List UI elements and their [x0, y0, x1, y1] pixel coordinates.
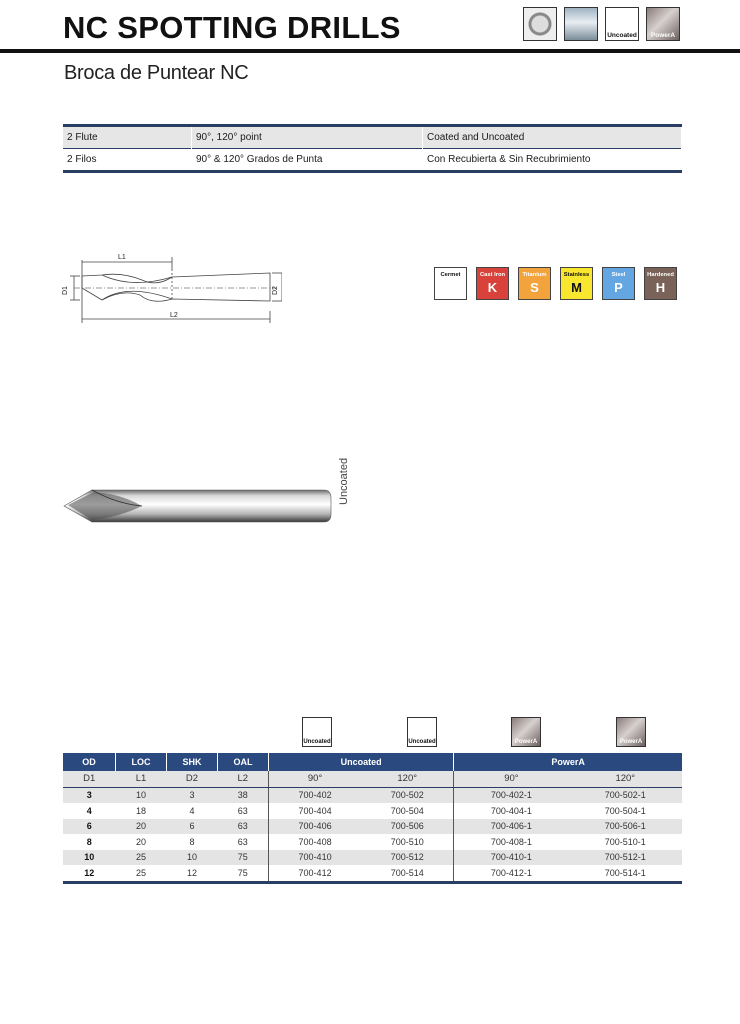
- table-header-row: [63, 753, 682, 771]
- cell-uncoated-90: 700-412: [269, 865, 362, 882]
- cell-uncoated-120: 700-506: [361, 819, 454, 835]
- cell-shk: 8: [167, 834, 218, 850]
- cell-powera-90: 700-412-1: [454, 865, 569, 882]
- powera-icon-label: PowerA: [650, 32, 676, 39]
- cell-shk: 3: [167, 787, 218, 803]
- material-hardened-icon: [644, 267, 677, 300]
- sub-l1: L1: [116, 771, 167, 787]
- product-rows: [63, 787, 682, 882]
- cell-powera-90: 700-402-1: [454, 787, 569, 803]
- material-letter: K: [487, 280, 498, 295]
- cell-oal: 75: [218, 850, 269, 866]
- material-name: Cermet: [440, 272, 461, 278]
- cell-od: 12: [63, 865, 116, 882]
- material-letter: S: [530, 280, 539, 295]
- cell-powera-120: 700-506-1: [569, 819, 682, 835]
- cell-shk: 12: [167, 865, 218, 882]
- material-name: Hardened: [647, 272, 674, 278]
- material-stainless-icon: [560, 267, 593, 300]
- uncoated-icon: [302, 717, 332, 747]
- drill-photo: [62, 484, 334, 530]
- drill-dimension-diagram: [62, 245, 282, 330]
- spec-row: [63, 149, 682, 172]
- cell-powera-90: 700-410-1: [454, 850, 569, 866]
- col-powera: PowerA: [454, 753, 682, 771]
- material-name: Stainless: [563, 272, 590, 278]
- cell-uncoated-120: 700-504: [361, 803, 454, 819]
- coating-icon-label: PowerA: [619, 739, 643, 745]
- cell-powera-90: 700-408-1: [454, 834, 569, 850]
- powera-icon: [511, 717, 541, 747]
- cell-loc: 20: [116, 819, 167, 835]
- powera-icon: [616, 717, 646, 747]
- uncoated-icon: [605, 7, 639, 41]
- cell-powera-120: 700-514-1: [569, 865, 682, 882]
- cell-powera-120: 700-502-1: [569, 787, 682, 803]
- header-icons: [523, 7, 680, 41]
- cell-uncoated-120: 700-510: [361, 834, 454, 850]
- col-uncoated: Uncoated: [269, 753, 454, 771]
- cell-uncoated-120: 700-514: [361, 865, 454, 882]
- table-subheader-row: [63, 771, 682, 787]
- spec-cell: Con Recubierta & Sin Recubrimiento: [423, 149, 682, 172]
- cell-powera-90: 700-406-1: [454, 819, 569, 835]
- table-row: [63, 865, 682, 882]
- cell-od: 3: [63, 787, 116, 803]
- title-rule: [0, 49, 740, 53]
- d1-label: D1: [62, 286, 69, 295]
- cell-uncoated-90: 700-404: [269, 803, 362, 819]
- l2-label: L2: [170, 312, 178, 319]
- photo-coating-label: Uncoated: [338, 457, 350, 505]
- sub-120: 120°: [569, 771, 682, 787]
- table-row: [63, 803, 682, 819]
- coating-icon-powera-90: [511, 717, 541, 747]
- spec-cell: 90° & 120° Grados de Punta: [192, 149, 423, 172]
- material-name: Titanium: [522, 272, 547, 278]
- cell-uncoated-90: 700-406: [269, 819, 362, 835]
- coating-icon-uncoated-120: [407, 717, 437, 747]
- material-letter: M: [571, 280, 582, 295]
- material-letter: P: [614, 280, 623, 295]
- cell-uncoated-90: 700-402: [269, 787, 362, 803]
- cell-loc: 10: [116, 787, 167, 803]
- table-row: [63, 850, 682, 866]
- col-oal: OAL: [218, 753, 269, 771]
- material-name: Cast Iron: [479, 272, 506, 278]
- col-shk: SHK: [167, 753, 218, 771]
- sub-d1: D1: [63, 771, 116, 787]
- cell-shk: 6: [167, 819, 218, 835]
- table-row: [63, 787, 682, 803]
- cell-loc: 25: [116, 865, 167, 882]
- spec-cell: 90°, 120° point: [192, 126, 423, 149]
- coating-icon-label: Uncoated: [408, 739, 436, 745]
- table-row: [63, 834, 682, 850]
- sub-90: 90°: [269, 771, 362, 787]
- spec-cell: 2 Flute: [63, 126, 192, 149]
- powera-icon: [646, 7, 680, 41]
- cell-powera-120: 700-510-1: [569, 834, 682, 850]
- spec-cell: Coated and Uncoated: [423, 126, 682, 149]
- material-cermet-icon: [434, 267, 467, 300]
- cell-uncoated-120: 700-502: [361, 787, 454, 803]
- cell-uncoated-90: 700-408: [269, 834, 362, 850]
- cell-oal: 75: [218, 865, 269, 882]
- page-title: NC SPOTTING DRILLS: [63, 10, 401, 45]
- spec-row: [63, 126, 682, 149]
- product-table: [63, 753, 682, 884]
- cell-shk: 4: [167, 803, 218, 819]
- coating-icon-powera-120: [616, 717, 646, 747]
- material-letter: H: [655, 280, 666, 295]
- material-titanium-icon: [518, 267, 551, 300]
- cell-od: 6: [63, 819, 116, 835]
- material-icons: [434, 267, 677, 300]
- cell-oal: 63: [218, 819, 269, 835]
- material-name: Steel: [611, 272, 626, 278]
- side-view-icon: [564, 7, 598, 41]
- cell-oal: 63: [218, 834, 269, 850]
- l1-label: L1: [118, 254, 126, 261]
- cell-powera-90: 700-404-1: [454, 803, 569, 819]
- d2-label: D2: [272, 286, 279, 295]
- sub-90: 90°: [454, 771, 569, 787]
- cell-od: 10: [63, 850, 116, 866]
- col-od: OD: [63, 753, 116, 771]
- cell-powera-120: 700-512-1: [569, 850, 682, 866]
- cell-od: 8: [63, 834, 116, 850]
- cell-loc: 25: [116, 850, 167, 866]
- uncoated-icon: [407, 717, 437, 747]
- coating-icon-label: PowerA: [514, 739, 538, 745]
- material-cast-iron-icon: [476, 267, 509, 300]
- cell-powera-120: 700-504-1: [569, 803, 682, 819]
- sub-d2: D2: [167, 771, 218, 787]
- cell-uncoated-120: 700-512: [361, 850, 454, 866]
- cell-oal: 38: [218, 787, 269, 803]
- end-view-icon: [523, 7, 557, 41]
- cell-od: 4: [63, 803, 116, 819]
- coating-icon-uncoated-90: [302, 717, 332, 747]
- uncoated-icon-label: Uncoated: [607, 32, 637, 39]
- cell-oal: 63: [218, 803, 269, 819]
- coating-icon-label: Uncoated: [303, 739, 331, 745]
- sub-l2: L2: [218, 771, 269, 787]
- cell-uncoated-90: 700-410: [269, 850, 362, 866]
- cell-shk: 10: [167, 850, 218, 866]
- material-steel-icon: [602, 267, 635, 300]
- spec-table: [63, 124, 682, 173]
- cell-loc: 18: [116, 803, 167, 819]
- sub-120: 120°: [361, 771, 454, 787]
- cell-loc: 20: [116, 834, 167, 850]
- table-row: [63, 819, 682, 835]
- col-loc: LOC: [116, 753, 167, 771]
- spec-cell: 2 Filos: [63, 149, 192, 172]
- page-subtitle: Broca de Puntear NC: [64, 62, 249, 84]
